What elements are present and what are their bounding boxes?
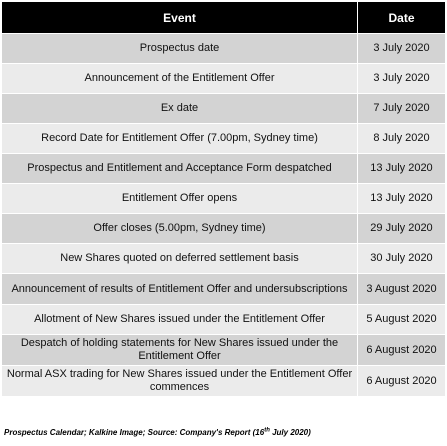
date-cell: 7 July 2020 [358,94,446,124]
event-cell: Offer closes (5.00pm, Sydney time) [2,214,358,244]
date-column-header: Date [358,2,446,34]
prospectus-calendar-table [1,1,446,397]
date-cell: 5 August 2020 [358,305,446,335]
table-row [2,34,446,64]
event-cell: Announcement of the Entitlement Offer [2,64,358,94]
event-cell: Entitlement Offer opens [2,184,358,214]
event-cell: New Shares quoted on deferred settlement basis [2,244,358,274]
event-cell: Prospectus date [2,34,358,64]
table-row [2,366,446,397]
table-row [2,64,446,94]
date-cell: 3 August 2020 [358,274,446,305]
date-cell: 6 August 2020 [358,335,446,366]
event-cell: Despatch of holding statements for New Shares issued under the Entitlement Offer [2,335,358,366]
date-cell: 29 July 2020 [358,214,446,244]
table-row [2,274,446,305]
table-row [2,335,446,366]
event-cell: Ex date [2,94,358,124]
table-row [2,124,446,154]
table-row [2,244,446,274]
date-cell: 6 August 2020 [358,366,446,397]
source-caption [4,428,311,437]
table-row [2,214,446,244]
event-cell: Normal ASX trading for New Shares issued under the Entitlement Offer commences [2,366,358,397]
date-cell: 3 July 2020 [358,64,446,94]
event-cell: Allotment of New Shares issued under the Entitlement Offer [2,305,358,335]
date-cell: 30 July 2020 [358,244,446,274]
event-cell: Announcement of results of Entitlement Offer and undersubscriptions [2,274,358,305]
caption-superscript: th [264,427,270,434]
date-cell: 13 July 2020 [358,184,446,214]
table-row [2,184,446,214]
table-header-row [2,2,446,34]
caption-text-end: July 2020) [269,428,311,437]
table-row [2,305,446,335]
date-cell: 8 July 2020 [358,124,446,154]
date-cell: 3 July 2020 [358,34,446,64]
event-cell: Prospectus and Entitlement and Acceptance Form despatched [2,154,358,184]
caption-text: Prospectus Calendar; Kalkine Image; Source: Company's Report (16 [4,428,265,437]
table-row [2,94,446,124]
date-cell: 13 July 2020 [358,154,446,184]
event-column-header: Event [2,2,358,34]
event-cell: Record Date for Entitlement Offer (7.00pm, Sydney time) [2,124,358,154]
table-row [2,154,446,184]
